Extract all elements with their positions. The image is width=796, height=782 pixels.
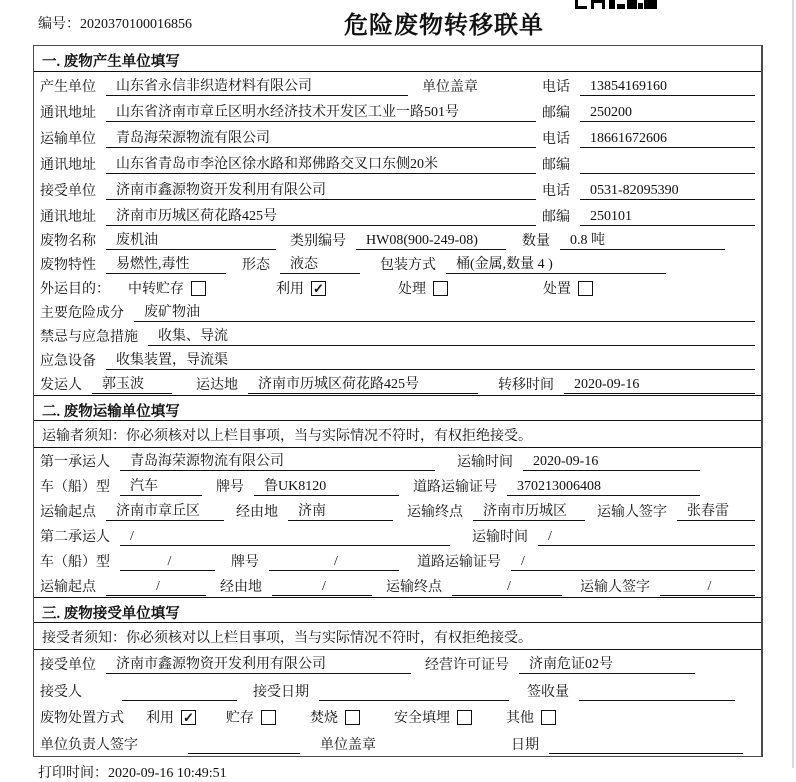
disposal-other-label: 其他	[506, 711, 534, 726]
disposal-landfill-label: 安全填埋	[394, 711, 450, 726]
purpose-label: 外运目的：	[40, 282, 110, 297]
hazard-row	[34, 300, 761, 324]
road-license1-value: 370213006408	[507, 479, 700, 496]
responsible-sign-value	[188, 753, 300, 754]
vehicle1-value: 汽车	[120, 475, 202, 496]
via2-label: 经由地	[220, 580, 262, 595]
disposal-utilize	[146, 707, 196, 727]
zip-label: 邮编	[542, 210, 570, 225]
disposal-row	[34, 703, 761, 729]
receive-notice: 接受者须知：你必须核对以上栏目事项，当与实际情况不符时，有权拒绝接受。	[34, 623, 761, 650]
taboo-label: 禁忌与应急措施	[40, 330, 138, 345]
transporter-value: 青岛海荣源物流有限公司	[106, 127, 536, 148]
producer-value: 山东省永信非织造材料有限公司	[106, 75, 408, 96]
producer-left	[40, 75, 542, 96]
plate1-label: 牌号	[216, 480, 244, 495]
option-transfer-storage	[128, 278, 206, 298]
section1-title: 一. 废物产生单位填写	[34, 46, 761, 72]
date-value	[549, 753, 743, 754]
phone-label: 电话	[542, 184, 570, 199]
address-label: 通讯地址	[40, 158, 96, 173]
signer1-value: 张春雷	[677, 500, 755, 521]
packing-value: 桶(金属,数量 4 )	[446, 253, 666, 274]
disposal-landfill	[394, 707, 472, 727]
producer-address-value: 山东省济南市章丘区明水经济技术开发区工业一路501号	[106, 101, 536, 122]
receiver-address-left	[40, 205, 542, 226]
disposal-utilize-label: 利用	[146, 711, 174, 726]
section-transport	[34, 395, 761, 598]
transfer-time-label: 转移时间	[498, 378, 554, 393]
address-label: 通讯地址	[40, 106, 96, 121]
zip-label: 邮编	[542, 158, 570, 173]
transporter-zip	[580, 173, 755, 174]
print-time-label: 打印时间：	[38, 766, 108, 781]
receiver-address-right	[542, 206, 755, 226]
origin2-value: /	[106, 579, 206, 596]
receiver-value: 济南市鑫源物资开发利用有限公司	[106, 179, 536, 200]
accept-date-label: 接受日期	[253, 685, 309, 700]
transport-time-label: 运输时间	[457, 455, 513, 470]
transporter-address-left	[40, 153, 542, 174]
signature-row	[34, 729, 761, 756]
section-producer	[34, 46, 761, 396]
option-dispose	[543, 278, 593, 298]
date-label: 日期	[511, 738, 539, 753]
disposal-other	[506, 707, 556, 727]
check-mark: ✓	[313, 280, 324, 296]
acceptor-row	[34, 676, 761, 703]
plate2-value: /	[269, 554, 399, 571]
serial-label: 编号：	[38, 17, 80, 32]
receive-unit-label: 接受单位	[40, 658, 96, 673]
disposal-incinerate	[310, 707, 360, 727]
waste-props-value: 易燃性,毒性	[106, 253, 226, 274]
via1-label: 经由地	[236, 505, 278, 520]
road-license2-label: 道路运输证号	[417, 555, 501, 570]
receiver-right	[542, 180, 755, 200]
option-treat-label: 处理	[398, 282, 426, 297]
plate2-label: 牌号	[231, 555, 259, 570]
destination-value: 济南市历城区荷花路425号	[248, 373, 478, 394]
hazard-value: 废矿物油	[134, 301, 755, 322]
serial-value: 2020370100016856	[80, 17, 192, 32]
producer-address-row	[34, 98, 761, 124]
taboo-row	[34, 324, 761, 348]
phone-label: 电话	[542, 132, 570, 147]
producer-address-left	[40, 101, 542, 122]
checkbox-dispose-unchecked	[578, 281, 593, 296]
carrier2-value: /	[120, 529, 450, 546]
end1-label: 运输终点	[407, 505, 463, 520]
transporter-address-value: 山东省青岛市李沧区徐水路和郑佛路交叉口东侧20米	[106, 153, 536, 174]
section2-title: 二. 废物运输单位填写	[34, 395, 761, 421]
option-transfer-storage-label: 中转贮存	[128, 282, 184, 297]
carrier1-time: 2020-09-16	[523, 454, 700, 471]
producer-right	[542, 76, 755, 96]
transporter-row	[34, 124, 761, 150]
producer-label: 产生单位	[40, 80, 96, 95]
destination-label: 运达地	[196, 378, 238, 393]
form-header	[0, 0, 796, 45]
phone-label: 电话	[542, 80, 570, 95]
signer2-value: /	[660, 579, 755, 596]
checkbox-disposal-landfill-unchecked	[457, 710, 472, 725]
address-label: 通讯地址	[40, 210, 96, 225]
print-time-value: 2020-09-16 10:49:51	[108, 766, 227, 781]
vehicle2-label: 车（船）型	[40, 555, 110, 570]
category-code-value: HW08(900-249-08)	[356, 233, 506, 250]
receive-unit-value: 济南市鑫源物资开发利用有限公司	[106, 653, 411, 674]
form-label: 形态	[242, 258, 270, 273]
waste-props-row	[34, 252, 761, 276]
checkbox-disposal-storage-unchecked	[261, 710, 276, 725]
disposal-label: 废物处置方式	[40, 711, 124, 726]
unit-seal-label: 单位盖章	[422, 80, 478, 95]
carrier2-time: /	[538, 529, 755, 546]
transport-time2-label: 运输时间	[472, 530, 528, 545]
quantity-label: 数量	[522, 234, 550, 249]
qr-code-fragment	[575, 0, 657, 9]
print-time-line	[38, 762, 796, 782]
signer1-label: 运输人签字	[597, 505, 667, 520]
permit-label: 经营许可证号	[425, 658, 509, 673]
form-value: 液态	[280, 253, 360, 274]
vehicle2-value: /	[120, 554, 215, 571]
check-mark: ✓	[183, 709, 194, 725]
checkbox-treat-unchecked	[433, 281, 448, 296]
disposal-storage	[226, 707, 276, 727]
hazard-label: 主要危险成分	[40, 306, 124, 321]
transport-notice: 运输者须知：你必须核对以上栏目事项，当与实际情况不符时，有权拒绝接受。	[34, 421, 761, 448]
equipment-value: 收集装置，导流渠	[106, 349, 755, 370]
taboo-value: 收集、导流	[148, 325, 755, 346]
waste-name-label: 废物名称	[40, 234, 96, 249]
vehicle1-row	[34, 473, 761, 498]
option-treat	[398, 278, 448, 298]
checkbox-disposal-incinerate-unchecked	[345, 710, 360, 725]
transporter-phone: 18661672606	[580, 131, 755, 148]
checkbox-disposal-utilize-checked	[181, 710, 196, 725]
packing-label: 包装方式	[380, 258, 436, 273]
received-qty-value	[579, 700, 735, 701]
route1-row	[34, 498, 761, 523]
receiver-row	[34, 176, 761, 202]
transporter-label: 运输单位	[40, 132, 96, 147]
receiver-zip: 250101	[580, 209, 755, 226]
option-utilize-label: 利用	[276, 282, 304, 297]
end1-value: 济南市历城区	[473, 500, 585, 521]
carrier1-row	[34, 448, 761, 473]
via1-value: 济南	[288, 500, 393, 521]
producer-phone: 13854169160	[580, 79, 755, 96]
transporter-right	[542, 128, 755, 148]
carrier2-label: 第二承运人	[40, 530, 110, 545]
equipment-label: 应急设备	[40, 354, 96, 369]
producer-address-right	[542, 102, 755, 122]
accept-date-value	[319, 700, 509, 701]
carrier2-row	[34, 523, 761, 548]
receiver-label: 接受单位	[40, 184, 96, 199]
section3-title: 三. 废物接受单位填写	[34, 597, 761, 623]
acceptor-label: 接受人	[40, 685, 82, 700]
transporter-address-row	[34, 150, 761, 176]
received-qty-label: 签收量	[527, 685, 569, 700]
section-receive	[34, 597, 761, 756]
waste-name-value: 废机油	[106, 229, 276, 250]
carrier1-value: 青岛海荣源物流有限公司	[120, 450, 435, 471]
checkbox-transfer-storage-unchecked	[191, 281, 206, 296]
form-title: 危险废物转移联单	[344, 13, 544, 39]
checkbox-disposal-other-unchecked	[541, 710, 556, 725]
receiver-phone: 0531-82095390	[580, 183, 755, 200]
signer2-label: 运输人签字	[580, 580, 650, 595]
unit-seal-label: 单位盖章	[320, 738, 376, 753]
producer-zip: 250200	[580, 105, 755, 122]
dispatcher-value: 郭玉波	[92, 373, 172, 394]
end2-value: /	[452, 579, 562, 596]
purpose-row	[34, 276, 761, 300]
road-license2-value: /	[511, 554, 755, 571]
plate1-value: 鲁UK8120	[254, 475, 399, 496]
route2-row	[34, 573, 761, 598]
category-code-label: 类别编号	[290, 234, 346, 249]
disposal-storage-label: 贮存	[226, 711, 254, 726]
transporter-left	[40, 127, 542, 148]
acceptor-value	[122, 700, 237, 701]
dispatch-row	[34, 372, 761, 396]
equipment-row	[34, 348, 761, 372]
carrier1-label: 第一承运人	[40, 455, 110, 470]
waste-name-row	[34, 228, 761, 252]
origin1-label: 运输起点	[40, 505, 96, 520]
vehicle2-row	[34, 548, 761, 573]
option-utilize	[276, 278, 326, 298]
road-license1-label: 道路运输证号	[413, 480, 497, 495]
disposal-incinerate-label: 焚烧	[310, 711, 338, 726]
receiver-address-value: 济南市历城区荷花路425号	[106, 205, 536, 226]
vehicle1-label: 车（船）型	[40, 480, 110, 495]
checkbox-utilize-checked	[311, 281, 326, 296]
permit-value: 济南危证02号	[519, 653, 695, 674]
producer-row	[34, 72, 761, 98]
end2-label: 运输终点	[386, 580, 442, 595]
transfer-time-value: 2020-09-16	[564, 377, 755, 394]
via2-value: /	[272, 579, 372, 596]
receiver-left	[40, 179, 542, 200]
serial-number-line	[38, 13, 192, 33]
dispatcher-label: 发运人	[40, 378, 82, 393]
option-dispose-label: 处置	[543, 282, 571, 297]
transporter-address-right	[542, 154, 755, 174]
origin1-value: 济南市章丘区	[106, 500, 224, 521]
zip-label: 邮编	[542, 106, 570, 121]
origin2-label: 运输起点	[40, 580, 96, 595]
form-body	[33, 45, 763, 757]
quantity-value: 0.8 吨	[560, 229, 725, 250]
responsible-sign-label: 单位负责人签字	[40, 738, 138, 753]
receive-unit-row	[34, 650, 761, 676]
waste-props-label: 废物特性	[40, 258, 96, 273]
receiver-address-row	[34, 202, 761, 228]
